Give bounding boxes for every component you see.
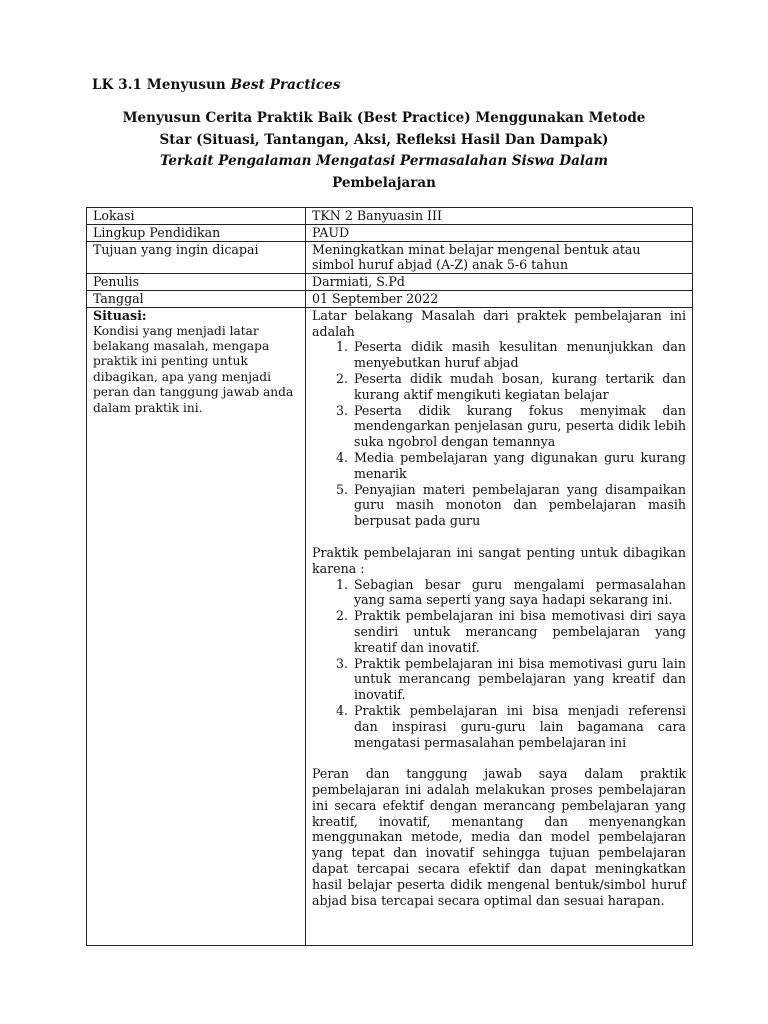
row-value-lingkup: PAUD [306, 224, 693, 241]
situasi-key-cell [87, 307, 306, 945]
situasi-description: Kondisi yang menjadi latar belakang masalah, mengapa praktik ini penting untuk dibagikan, apa yang menjadi peran dan tanggung jawab anda dalam praktik ini. [93, 323, 294, 415]
title-line-1: Menyusun Cerita Praktik Baik (Best Practice) Menggunakan Metode [122, 110, 646, 126]
table-row [87, 290, 693, 307]
row-key-tujuan: Tujuan yang ingin dicapai [87, 241, 306, 274]
problem-list [312, 339, 686, 529]
role-paragraph: Peran dan tanggung jawab saya dalam praktik pembelajaran ini adalah melakukan proses pembelajaran ini secara efektif dengan merancang pembelajaran yang kreatif, inovatif, menantang dan menyenangkan menggunakan metode, media dan model pembelajaran yang tepat dan inovatif sehingga tujuan pembelajaran dapat tercapai secara efektif dan dapat meningkatkan hasil belajar peserta didik mengenal bentuk/simbol huruf abjad bisa tercapai secara optimal dan sesuai harapan. [312, 766, 686, 908]
title-line-3: Terkait Pengalaman Mengatasi Permasalahan Siswa Dalam [159, 153, 609, 169]
reason-list [312, 577, 686, 751]
table-row-situasi [87, 307, 693, 945]
row-value-penulis: Darmiati, S.Pd [306, 274, 693, 291]
table-row [87, 274, 693, 291]
row-value-tanggal: 01 September 2022 [306, 290, 693, 307]
situasi-value-cell [306, 307, 693, 945]
situasi-heading: Situasi: [93, 307, 147, 323]
list-item: 4. Praktik pembelajaran ini bisa menjadi referensi dan inspirasi guru-guru lain bagamana cara mengatasi permasalahan pembelajaran ini [352, 703, 686, 750]
list-item: 3. Peserta didik kurang fokus menyimak dan mendengarkan penjelasan guru, peserta didik lebih suka ngobrol dengan temannya [352, 403, 686, 450]
list-item: 4. Media pembelajaran yang digunakan guru kurang menarik [352, 450, 686, 482]
problem-intro: Latar belakang Masalah dari praktek pembelajaran ini adalah [312, 307, 686, 339]
table-row [87, 224, 693, 241]
worksheet-label-prefix: LK 3.1 Menyusun [92, 77, 226, 93]
list-item: 1. Peserta didik masih kesulitan menunjukkan dan menyebutkan huruf abjad [352, 339, 686, 371]
row-value-lokasi: TKN 2 Banyuasin III [306, 208, 693, 225]
list-item: 2. Peserta didik mudah bosan, kurang tertarik dan kurang aktif mengikuti kegiatan belajar [352, 371, 686, 403]
row-key-lingkup: Lingkup Pendidikan [87, 224, 306, 241]
table-row [87, 208, 693, 225]
spacer [312, 529, 686, 545]
list-item: 1. Sebagian besar guru mengalami permasalahan yang sama seperti yang saya hadapi sekarang ini. [352, 577, 686, 609]
title-line-2: Star (Situasi, Tantangan, Aksi, Refleksi Hasil Dan Dampak) [159, 131, 609, 148]
row-key-penulis: Penulis [87, 274, 306, 291]
worksheet-label [92, 77, 341, 93]
importance-intro: Praktik pembelajaran ini sangat penting untuk dibagikan karena : [312, 544, 686, 576]
row-key-lokasi: Lokasi [87, 208, 306, 225]
list-item: 3. Praktik pembelajaran ini bisa memotivasi guru lain untuk merancang pembelajaran yang kreatif dan inovatif. [352, 656, 686, 703]
row-value-tujuan: Meningkatkan minat belajar mengenal bentuk atau simbol huruf abjad (A-Z) anak 5-6 tahun [306, 241, 693, 274]
worksheet-label-italic: Best Practices [230, 77, 341, 93]
title-line-4: Pembelajaran [332, 174, 436, 191]
document-title [100, 108, 668, 194]
list-item: 5. Penyajian materi pembelajaran yang disampaikan guru masih monoton dan pembelajaran masih berpusat pada guru [352, 482, 686, 529]
table-row [87, 241, 693, 274]
row-key-tanggal: Tanggal [87, 290, 306, 307]
list-item: 2. Praktik pembelajaran ini bisa memotivasi diri saya sendiri untuk merancang pembelajaran yang kreatif dan inovatif. [352, 608, 686, 655]
best-practice-table [86, 207, 693, 946]
spacer [312, 750, 686, 766]
